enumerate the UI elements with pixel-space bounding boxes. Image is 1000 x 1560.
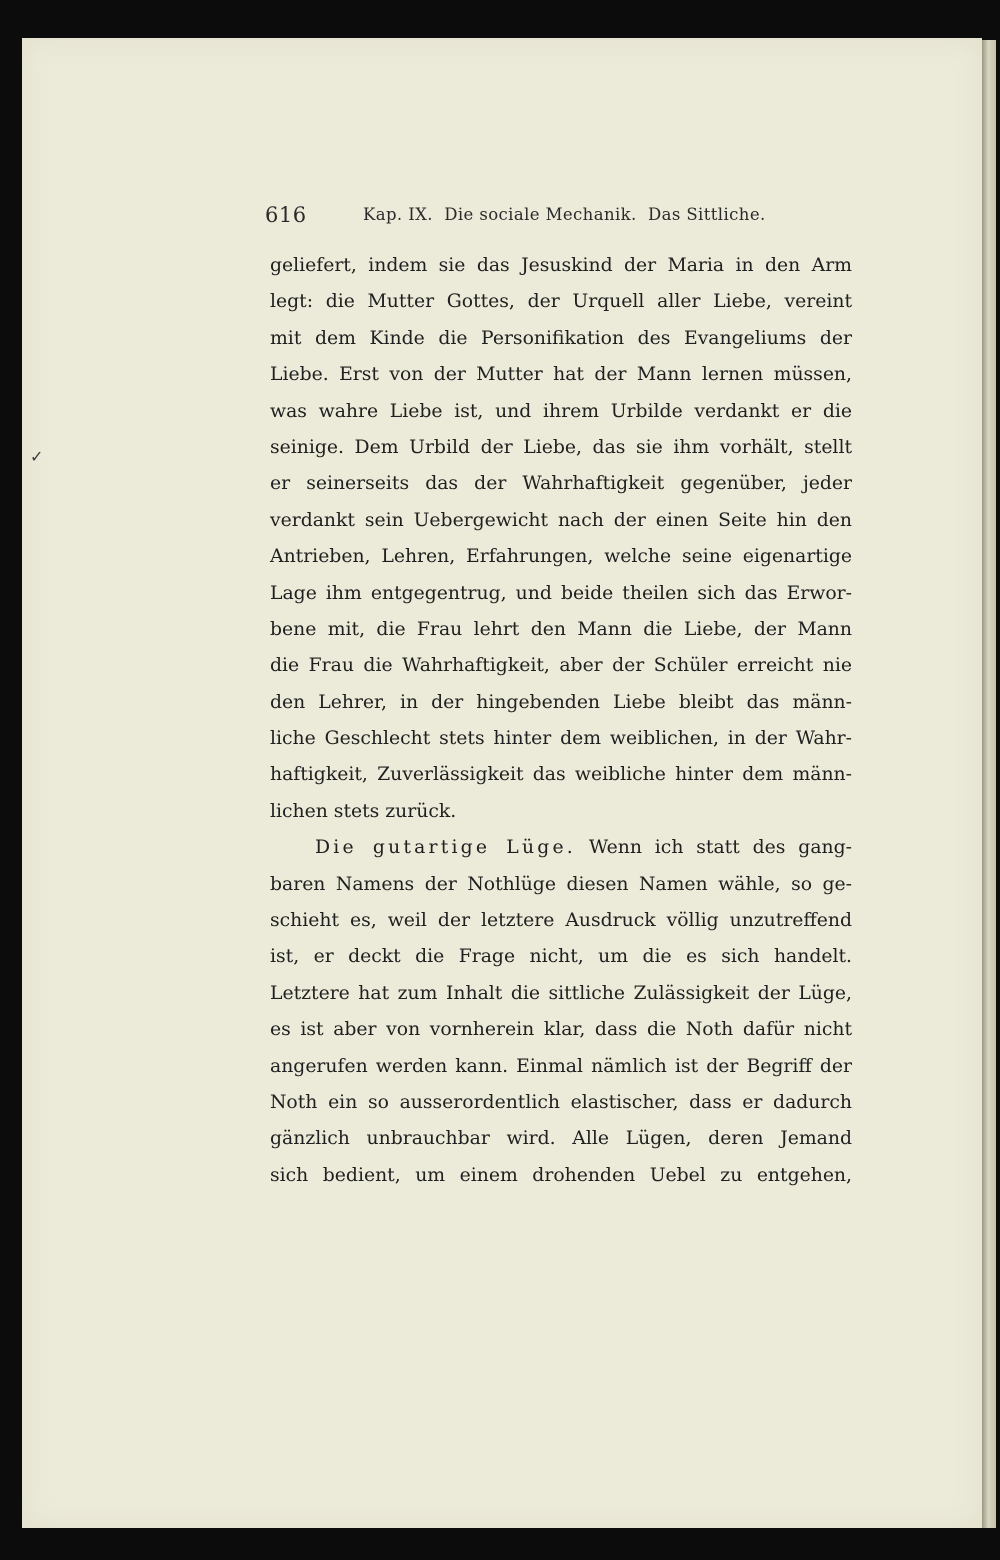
paragraph-2 [270,830,852,1194]
text-line: geliefert, indem sie das Jesuskind der Maria in den Arm [270,255,852,276]
text-line: Liebe. Erst von der Mutter hat der Mann lernen müssen, [270,364,852,386]
text-line: lichen stets zurück. [270,800,457,822]
text-line: den Lehrer, in der hingebenden Liebe bleibt das männ- [270,691,852,713]
text-line: Letztere hat zum Inhalt die sittliche Zulässigkeit der Lüge, [270,982,852,1004]
text-line: legt: die Mutter Gottes, der Urquell aller Liebe, vereint [270,291,852,313]
text-line: Noth ein so ausserordentlich elastischer, dass er dadurch [270,1091,852,1113]
chapter-title: Kap. IX. Die sociale Mechanik. Das Sittliche. [363,205,766,224]
body-text [270,248,852,1194]
text-line: er seinerseits das der Wahrhaftigkeit gegenüber, jeder [270,473,852,495]
margin-mark: ✓ [30,447,44,466]
text-line: verdankt sein Uebergewicht nach der einen Seite hin den [270,509,852,531]
page-number: 616 [265,203,307,227]
text-line: es ist aber von vornherein klar, dass die Noth dafür nicht [270,1019,852,1041]
text-line: bene mit, die Frau lehrt den Mann die Liebe, der Mann [270,618,852,640]
text-line: schieht es, weil der letztere Ausdruck völlig unzutreffend [270,910,852,932]
text-line: baren Namens der Nothlüge diesen Namen wähle, so ge- [270,873,852,895]
text-line: liche Geschlecht stets hinter dem weiblichen, in der Wahr- [270,728,852,750]
text-line: gänzlich unbrauchbar wird. Alle Lügen, deren Jemand [270,1128,852,1150]
text-line: was wahre Liebe ist, und ihrem Urbilde verdankt er die [270,400,852,422]
paragraph-first-line [270,830,852,866]
running-head [265,200,865,230]
text-line: seinige. Dem Urbild der Liebe, das sie ihm vorhält, stellt [270,436,852,458]
page-edge [982,40,996,1528]
paragraph-1 [270,248,852,830]
text-line: Lage ihm entgegentrug, und beide theilen sich das Erwor- [270,582,852,604]
text-line: haftigkeit, Zuverlässigkeit das weibliche hinter dem männ- [270,764,852,786]
first-line-rest: Wenn ich statt des gang- [575,837,852,859]
text-line: sich bedient, um einem drohenden Uebel zu entgehen, [270,1164,852,1186]
text-line: die Frau die Wahrhaftigkeit, aber der Schüler erreicht nie [270,655,852,677]
spaced-heading: Die gutartige Lüge. [315,837,576,859]
text-line: angerufen werden kann. Einmal nämlich ist der Begriff der [270,1055,852,1077]
text-line: mit dem Kinde die Personifikation des Evangeliums der [270,327,852,349]
text-line: ist, er deckt die Frage nicht, um die es sich handelt. [270,946,852,968]
text-line: Antrieben, Lehren, Erfahrungen, welche seine eigenartige [270,546,852,568]
